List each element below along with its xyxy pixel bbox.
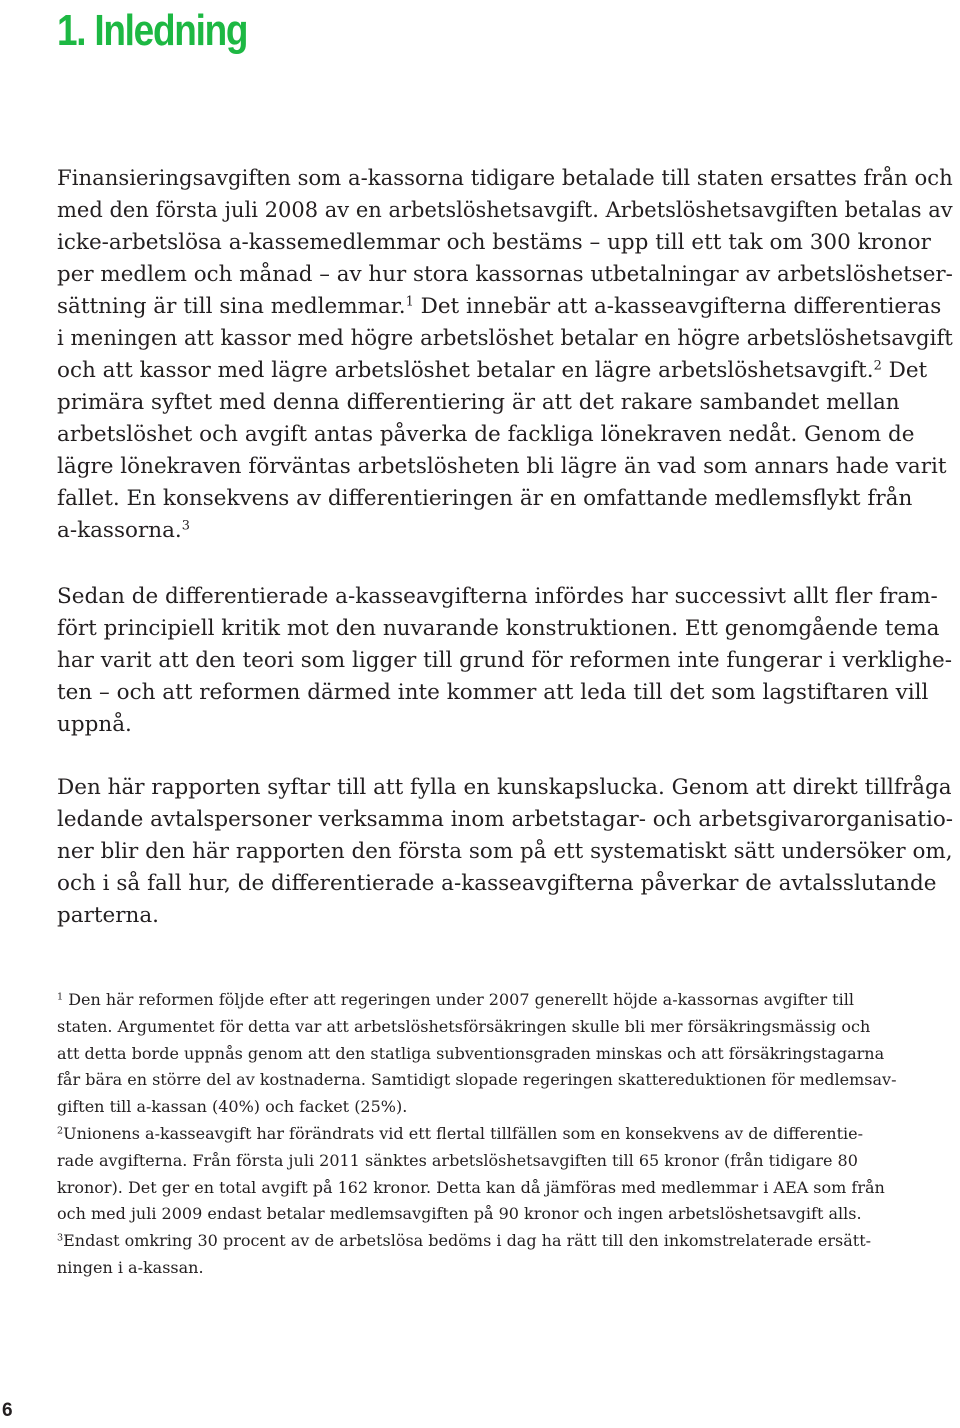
text-line bbox=[57, 483, 960, 515]
footnote-text: staten. Argumentet för detta var att arbetslöshetsförsäkringen skulle bli mer försäkringsmässig och bbox=[57, 1016, 871, 1036]
line-text: lägre lönekraven förväntas arbetslösheten bli lägre än vad som annars hade varit bbox=[57, 454, 947, 479]
footnote-text: får bära en större del av kostnaderna. Samtidigt slopade regeringen skattereduktionen för medlemsav- bbox=[57, 1070, 897, 1090]
footnote-marker: 2 bbox=[873, 358, 882, 374]
footnote-text: Endast omkring 30 procent av de arbetslösa bedöms i dag ha rätt till den inkomstrelaterade ersätt- bbox=[63, 1231, 872, 1251]
footnote-text: att detta borde uppnås genom att den statliga subventionsgraden minskas och att försäkringstagarna bbox=[57, 1043, 885, 1063]
footnote-number: 2 bbox=[57, 1125, 64, 1137]
line-text: i meningen att kassor med högre arbetslöshet betalar en högre arbetslöshetsavgift bbox=[57, 326, 953, 351]
footnote-marker: 1 bbox=[405, 294, 414, 310]
paragraph-report-aim bbox=[57, 772, 955, 932]
text-line bbox=[57, 323, 960, 355]
line-text: icke-arbetslösa a-kassemedlemmar och bestäms – upp till ett tak om 300 kronor bbox=[57, 230, 931, 255]
text-line bbox=[57, 451, 960, 483]
footnote-text: och med juli 2009 endast betalar medlemsavgiften på 90 kronor och ingen arbetslöshetsavgift alls. bbox=[57, 1204, 862, 1224]
text-line bbox=[57, 355, 960, 387]
footnote-continuation bbox=[57, 1094, 896, 1121]
footnotes bbox=[57, 987, 896, 1282]
footnote-text: ningen i a-kassan. bbox=[57, 1257, 204, 1277]
footnote-text: Den här reformen följde efter att regeringen under 2007 generellt höjde a-kassornas avgifter till bbox=[63, 990, 854, 1009]
footnote-continuation bbox=[57, 1201, 896, 1228]
text-line bbox=[57, 419, 960, 451]
line-text: sättning är till sina medlemmar. bbox=[57, 294, 406, 319]
text-line: uppnå. bbox=[57, 712, 132, 737]
text-line: Sedan de differentierade a-kasseavgifterna infördes har successivt allt fler fram- bbox=[57, 584, 938, 609]
line-text-continued: Det bbox=[881, 358, 928, 383]
line-text-continued: Det innebär att a-kasseavgifterna differentieras bbox=[413, 294, 942, 319]
text-line: parterna. bbox=[57, 903, 159, 928]
line-text: Finansieringsavgiften som a-kassorna tidigare betalade till staten ersattes från och bbox=[57, 166, 953, 191]
footnote-text: Unionens a-kasseavgift har förändrats vid ett flertal tillfällen som en konsekvens av de differentie- bbox=[63, 1123, 864, 1143]
footnote-continuation bbox=[57, 1067, 896, 1094]
footnote-text: giften till a-kassan (40%) och facket (25%). bbox=[57, 1097, 408, 1117]
text-line: ten – och att reformen därmed inte kommer att leda till det som lagstiftaren vill bbox=[57, 680, 929, 705]
text-line: Den här rapporten syftar till att fylla en kunskapslucka. Genom att direkt tillfråga bbox=[57, 775, 952, 800]
footnote-continuation bbox=[57, 1041, 896, 1068]
footnote-3 bbox=[57, 1228, 896, 1255]
text-line bbox=[57, 291, 960, 323]
footnote-continuation bbox=[57, 1255, 896, 1282]
chapter-heading: 1. Inledning bbox=[57, 6, 248, 55]
text-line: har varit att den teori som ligger till grund för reformen inte fungerar i verklighe- bbox=[57, 648, 953, 673]
text-line bbox=[57, 259, 960, 291]
footnote-continuation bbox=[57, 1014, 896, 1041]
footnote-2 bbox=[57, 1121, 896, 1148]
page-number: 6 bbox=[2, 1400, 13, 1421]
text-line: och i så fall hur, de differentierade a-kasseavgifterna påverkar de avtalsslutande bbox=[57, 871, 937, 896]
text-line bbox=[57, 163, 959, 195]
line-text: fallet. En konsekvens av differentieringen är en omfattande medlemsflykt från bbox=[57, 486, 913, 511]
paragraph-introduction bbox=[57, 163, 960, 547]
footnote-continuation bbox=[57, 1175, 896, 1202]
footnote-marker: 3 bbox=[181, 518, 190, 534]
footnote-continuation bbox=[57, 1148, 896, 1175]
line-text: och att kassor med lägre arbetslöshet betalar en lägre arbetslöshetsavgift. bbox=[57, 358, 874, 383]
text-line: ner blir den här rapporten den första som på ett systematiskt sätt undersöker om, bbox=[57, 839, 953, 864]
line-text: med den första juli 2008 av en arbetslöshetsavgift. Arbetslöshetsavgiften betalas av bbox=[57, 198, 953, 223]
text-line: ledande avtalspersoner verksamma inom arbetstagar- och arbetsgivarorganisatio- bbox=[57, 807, 954, 832]
footnote-text: kronor). Det ger en total avgift på 162 kronor. Detta kan då jämföras med medlemmar i AEA som från bbox=[57, 1177, 885, 1197]
line-text: primära syftet med denna differentiering är att det rakare sambandet mellan bbox=[57, 390, 900, 415]
line-text: per medlem och månad – av hur stora kassornas utbetalningar av arbetslöshetser- bbox=[57, 262, 953, 287]
footnote-number: 1 bbox=[57, 991, 64, 1003]
line-text: a-kassorna. bbox=[57, 518, 182, 543]
text-line bbox=[57, 195, 953, 227]
line-text: arbetslöshet och avgift antas påverka de fackliga lönekraven nedåt. Genom de bbox=[57, 422, 915, 447]
text-line bbox=[57, 387, 960, 419]
footnote-text: rade avgifterna. Från första juli 2011 sänktes arbetslöshetsavgiften till 65 kronor (från tidigare 80 bbox=[57, 1150, 858, 1170]
footnote-1 bbox=[57, 987, 896, 1014]
footnote-number: 3 bbox=[57, 1232, 64, 1244]
text-line bbox=[57, 515, 960, 547]
text-line: fört principiell kritik mot den nuvarande konstruktionen. Ett genomgående tema bbox=[57, 616, 940, 641]
paragraph-criticism bbox=[57, 581, 952, 741]
text-line bbox=[57, 227, 960, 259]
